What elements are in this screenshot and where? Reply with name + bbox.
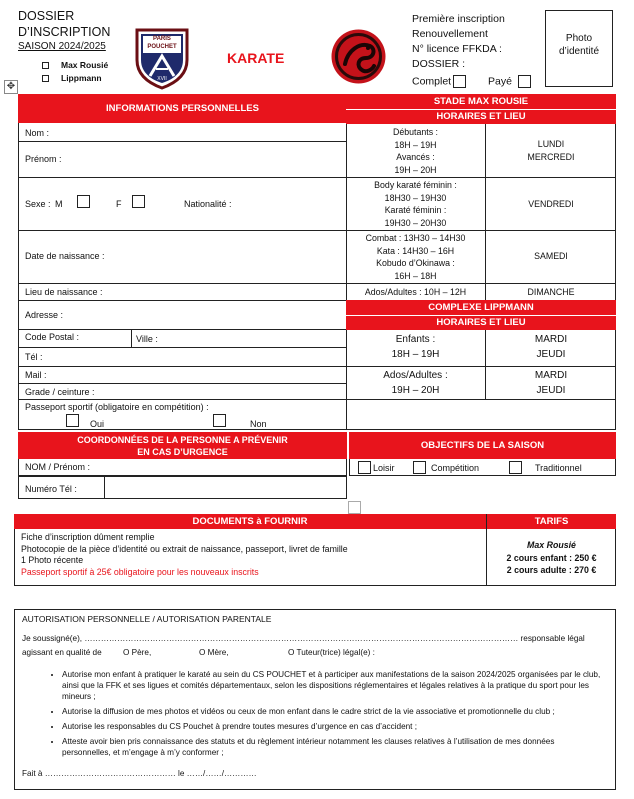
label-passeport: Passeport sportif (obligatoire en compétition) :: [25, 402, 209, 412]
label-mail: Mail :: [25, 370, 47, 380]
label-date-naissance: Date de naissance :: [25, 251, 105, 261]
divider: [18, 366, 347, 367]
schedule-line: Avancés :: [396, 152, 435, 162]
paye-label: Payé: [488, 75, 512, 88]
passeport-oui-checkbox[interactable]: [66, 414, 79, 427]
schedule-line: 19H – 20H: [391, 385, 440, 396]
divider: [18, 230, 347, 231]
sexe-m-checkbox[interactable]: [77, 195, 90, 208]
stade-row-1-times: [346, 126, 485, 176]
lippmann-row-2-times: [346, 368, 485, 398]
divider: [346, 283, 616, 284]
schedule-line: 16H – 18H: [394, 270, 437, 281]
tarif-enfant: 2 cours enfant : 250 €: [506, 552, 597, 563]
divider: [346, 177, 616, 178]
schedule-day: JEUDI: [536, 385, 566, 396]
sport-title: KARATE: [227, 50, 285, 66]
stade-row-4-times: [346, 287, 485, 297]
label-sexe: Sexe :: [25, 199, 51, 209]
schedule-day: MARDI: [534, 334, 568, 345]
objectif-loisir-checkbox[interactable]: [358, 461, 371, 474]
lippmann-subheader: HORAIRES ET LIEU: [346, 316, 616, 330]
autorisation-bullets: [48, 669, 604, 762]
dragon-emblem-icon: [330, 28, 387, 85]
sexe-f-checkbox[interactable]: [132, 195, 145, 208]
photo-label-2: d’identité: [558, 46, 600, 57]
divider: [18, 141, 347, 142]
schedule-line: Body karaté féminin :: [374, 180, 457, 190]
divider: [346, 399, 616, 400]
stade-subheader: HORAIRES ET LIEU: [346, 110, 616, 124]
passeport-non-checkbox[interactable]: [213, 414, 226, 427]
stade-row-2-days: [486, 199, 616, 209]
schedule-day: VENDREDI: [528, 199, 574, 209]
schedule-line: 18H – 19H: [391, 349, 440, 360]
fait-line[interactable]: Fait à ………………………………………… le ……/……/…………: [22, 769, 257, 778]
registration-info: [412, 12, 505, 72]
bullet-item: • Atteste avoir bien pris connaissance des statuts et du règlement intérieur notamment les clauses relatives à l’utilisation de mes données personnelles, et m’engage à m’y conformer ;: [62, 736, 604, 758]
divider: [346, 366, 616, 367]
label-tel: Tél :: [25, 352, 43, 362]
label-prenom: Prénom :: [25, 154, 62, 164]
objectif-competition-checkbox[interactable]: [413, 461, 426, 474]
label-nationalite: Nationalité :: [184, 199, 232, 209]
label-nom: Nom :: [25, 128, 50, 138]
divider: [346, 230, 616, 231]
label-ville: Ville :: [136, 334, 158, 344]
table-anchor-box: [348, 501, 361, 514]
info-renouvellement: Renouvellement: [412, 28, 488, 40]
photo-label-1: Photo: [565, 33, 593, 44]
info-premiere: Première inscription: [412, 13, 505, 25]
stade-row-2-times: [346, 179, 485, 229]
personal-frame: [18, 94, 347, 430]
site-bullet: [42, 62, 49, 69]
divider: [18, 383, 347, 384]
emergency-title-1: COORDONNÉES DE LA PERSONNE A PRÉVENIR: [77, 435, 288, 445]
photo-box[interactable]: [545, 10, 613, 87]
emergency-title-2: EN CAS D’URGENCE: [137, 447, 228, 457]
schedule-day: MARDI: [534, 370, 568, 381]
role-mere[interactable]: O Mère,: [199, 648, 229, 657]
schedule-day: MERCREDI: [527, 152, 575, 162]
schedule-day: JEUDI: [536, 349, 566, 360]
tarifs-place: Max Rousié: [527, 540, 576, 550]
site-option-max-rousie[interactable]: [42, 60, 108, 70]
bullet-item: • Autorise la diffusion de mes photos et vidéos ou ceux de mon enfant dans le cadre strict de la vie associative et promotionnelle du club ;: [62, 706, 604, 717]
schedule-line: 19H30 – 20H30: [384, 217, 447, 228]
schedule-line: 19H – 20H: [394, 164, 437, 175]
logo-text-top: PARIS: [153, 36, 171, 42]
qualite-label: agissant en qualité de: [22, 648, 102, 657]
schedule-line: Karaté féminin :: [384, 205, 447, 215]
label-traditionnel: Traditionnel: [535, 463, 582, 473]
schedule-line: Enfants :: [395, 334, 436, 345]
info-dossier: DOSSIER :: [412, 58, 466, 70]
logo-text-mid: POUCHET: [147, 44, 177, 50]
dossier-title: [18, 8, 110, 40]
stade-row-1-days: [486, 138, 616, 164]
label-grade: Grade / ceinture :: [25, 387, 95, 397]
divider: [18, 283, 347, 284]
label-competition: Compétition: [431, 463, 480, 473]
info-licence: N° licence FFKDA :: [412, 43, 502, 55]
divider: [18, 177, 347, 178]
document-item: 1 Photo récente: [21, 555, 84, 565]
site-label: Max Rousié: [61, 60, 109, 70]
label-code-postal: Code Postal :: [25, 332, 80, 342]
label-sexe-f: F: [116, 199, 122, 209]
label-adresse: Adresse :: [25, 310, 64, 320]
club-logo: [133, 26, 191, 90]
label-emergency-nom: NOM / Prénom :: [25, 462, 91, 472]
bullet-item: • Autorise les responsables du CS Pouchet à prendre toutes mesures d’urgence en cas d’accident ;: [62, 721, 604, 732]
schedule-line: 18H30 – 19H30: [384, 192, 447, 203]
site-label: Lippmann: [61, 73, 102, 83]
site-bullet: [42, 75, 49, 82]
lippmann-row-1-times: [346, 332, 485, 362]
divider: [18, 347, 347, 348]
stade-row-3-days: [486, 251, 616, 261]
schedule-line: Combat : 13H30 – 14H30: [365, 233, 466, 243]
schedule-line: Débutants :: [393, 127, 438, 137]
divider: [18, 300, 347, 301]
karate-logo: [330, 28, 387, 85]
personal-header: INFORMATIONS PERSONNELLES: [18, 94, 347, 123]
stade-header: STADE MAX ROUSIE: [346, 94, 616, 109]
schedule-day: DIMANCHE: [527, 287, 575, 297]
site-option-lippmann[interactable]: [42, 73, 102, 83]
move-handle-icon[interactable]: ✥: [4, 80, 18, 94]
document-item: Photocopie de la pièce d’identité ou extrait de naissance, passeport, livret de famille: [21, 543, 348, 554]
schedule-line: Ados/Adultes : 10H – 12H: [364, 287, 467, 297]
documents-header: DOCUMENTS à FOURNIR: [14, 514, 486, 529]
schedule-line: Kobudo d’Okinawa :: [376, 258, 455, 268]
emergency-header: [18, 432, 347, 459]
label-loisir: Loisir: [373, 463, 395, 473]
divider: [18, 399, 347, 400]
role-tuteur[interactable]: O Tuteur(trice) légal(e) :: [288, 648, 375, 657]
stade-row-4-days: [486, 287, 616, 297]
objectifs-header: OBJECTIFS DE LA SAISON: [349, 432, 616, 459]
paye-checkbox-row[interactable]: [488, 75, 531, 88]
autorisation-title: AUTORISATION PERSONNELLE / AUTORISATION PARENTALE: [22, 614, 272, 624]
bullet-item: • Autorise mon enfant à pratiquer le karaté au sein du CS POUCHET et à participer aux manifestations de la saison 2024/2025 organisées par le club, ainsi que la FFK et ses ligues et comités départementaux, selon les dispositions réglementaires et légales relatives à la pratique du sport pour les mineurs ;: [62, 669, 604, 702]
complet-label: Complet: [412, 75, 452, 88]
season-label: SAISON 2024/2025: [18, 41, 106, 52]
logo-text-bottom: XVII: [157, 76, 167, 82]
documents-list: [21, 532, 348, 578]
dossier-line2: D’INSCRIPTION: [18, 25, 111, 39]
label-lieu-naissance: Lieu de naissance :: [25, 287, 103, 297]
label-emergency-tel: Numéro Tél :: [25, 484, 77, 494]
schedule-day: LUNDI: [537, 139, 565, 149]
objectif-traditionnel-checkbox[interactable]: [509, 461, 522, 474]
schedule-line: Ados/Adultes :: [383, 370, 448, 381]
schedule-line: Kata : 14H30 – 16H: [376, 245, 455, 256]
label-non: Non: [250, 419, 267, 429]
complet-checkbox-row[interactable]: [412, 75, 466, 88]
tarifs-header: TARIFS: [487, 514, 616, 529]
tarifs-block: [487, 539, 616, 577]
role-pere[interactable]: O Père,: [123, 648, 152, 657]
label-sexe-m: M: [55, 199, 63, 209]
document-item: Fiche d’inscription dûment remplie: [21, 532, 155, 542]
lippmann-row-1-days: [486, 332, 616, 362]
schedule-day: SAMEDI: [534, 251, 568, 261]
soussigne-line[interactable]: Je soussigné(e), …………………………………………………………………………………………………………………………………………… responsable légal: [22, 634, 585, 643]
lippmann-row-2-days: [486, 368, 616, 398]
divider: [131, 329, 132, 347]
schedule-line: 18H – 19H: [394, 139, 437, 150]
label-oui: Oui: [90, 419, 105, 429]
lippmann-header: COMPLEXE LIPPMANN: [346, 300, 616, 315]
divider: [18, 329, 347, 330]
divider: [104, 476, 105, 499]
dossier-line1: DOSSIER: [18, 9, 75, 23]
complet-checkbox[interactable]: [453, 75, 466, 88]
paye-checkbox[interactable]: [518, 75, 531, 88]
tarif-adulte: 2 cours adulte : 270 €: [506, 565, 597, 575]
stade-row-3-times: [346, 232, 485, 282]
document-item-required: Passeport sportif à 25€ obligatoire pour les nouveaux inscrits: [21, 566, 259, 577]
